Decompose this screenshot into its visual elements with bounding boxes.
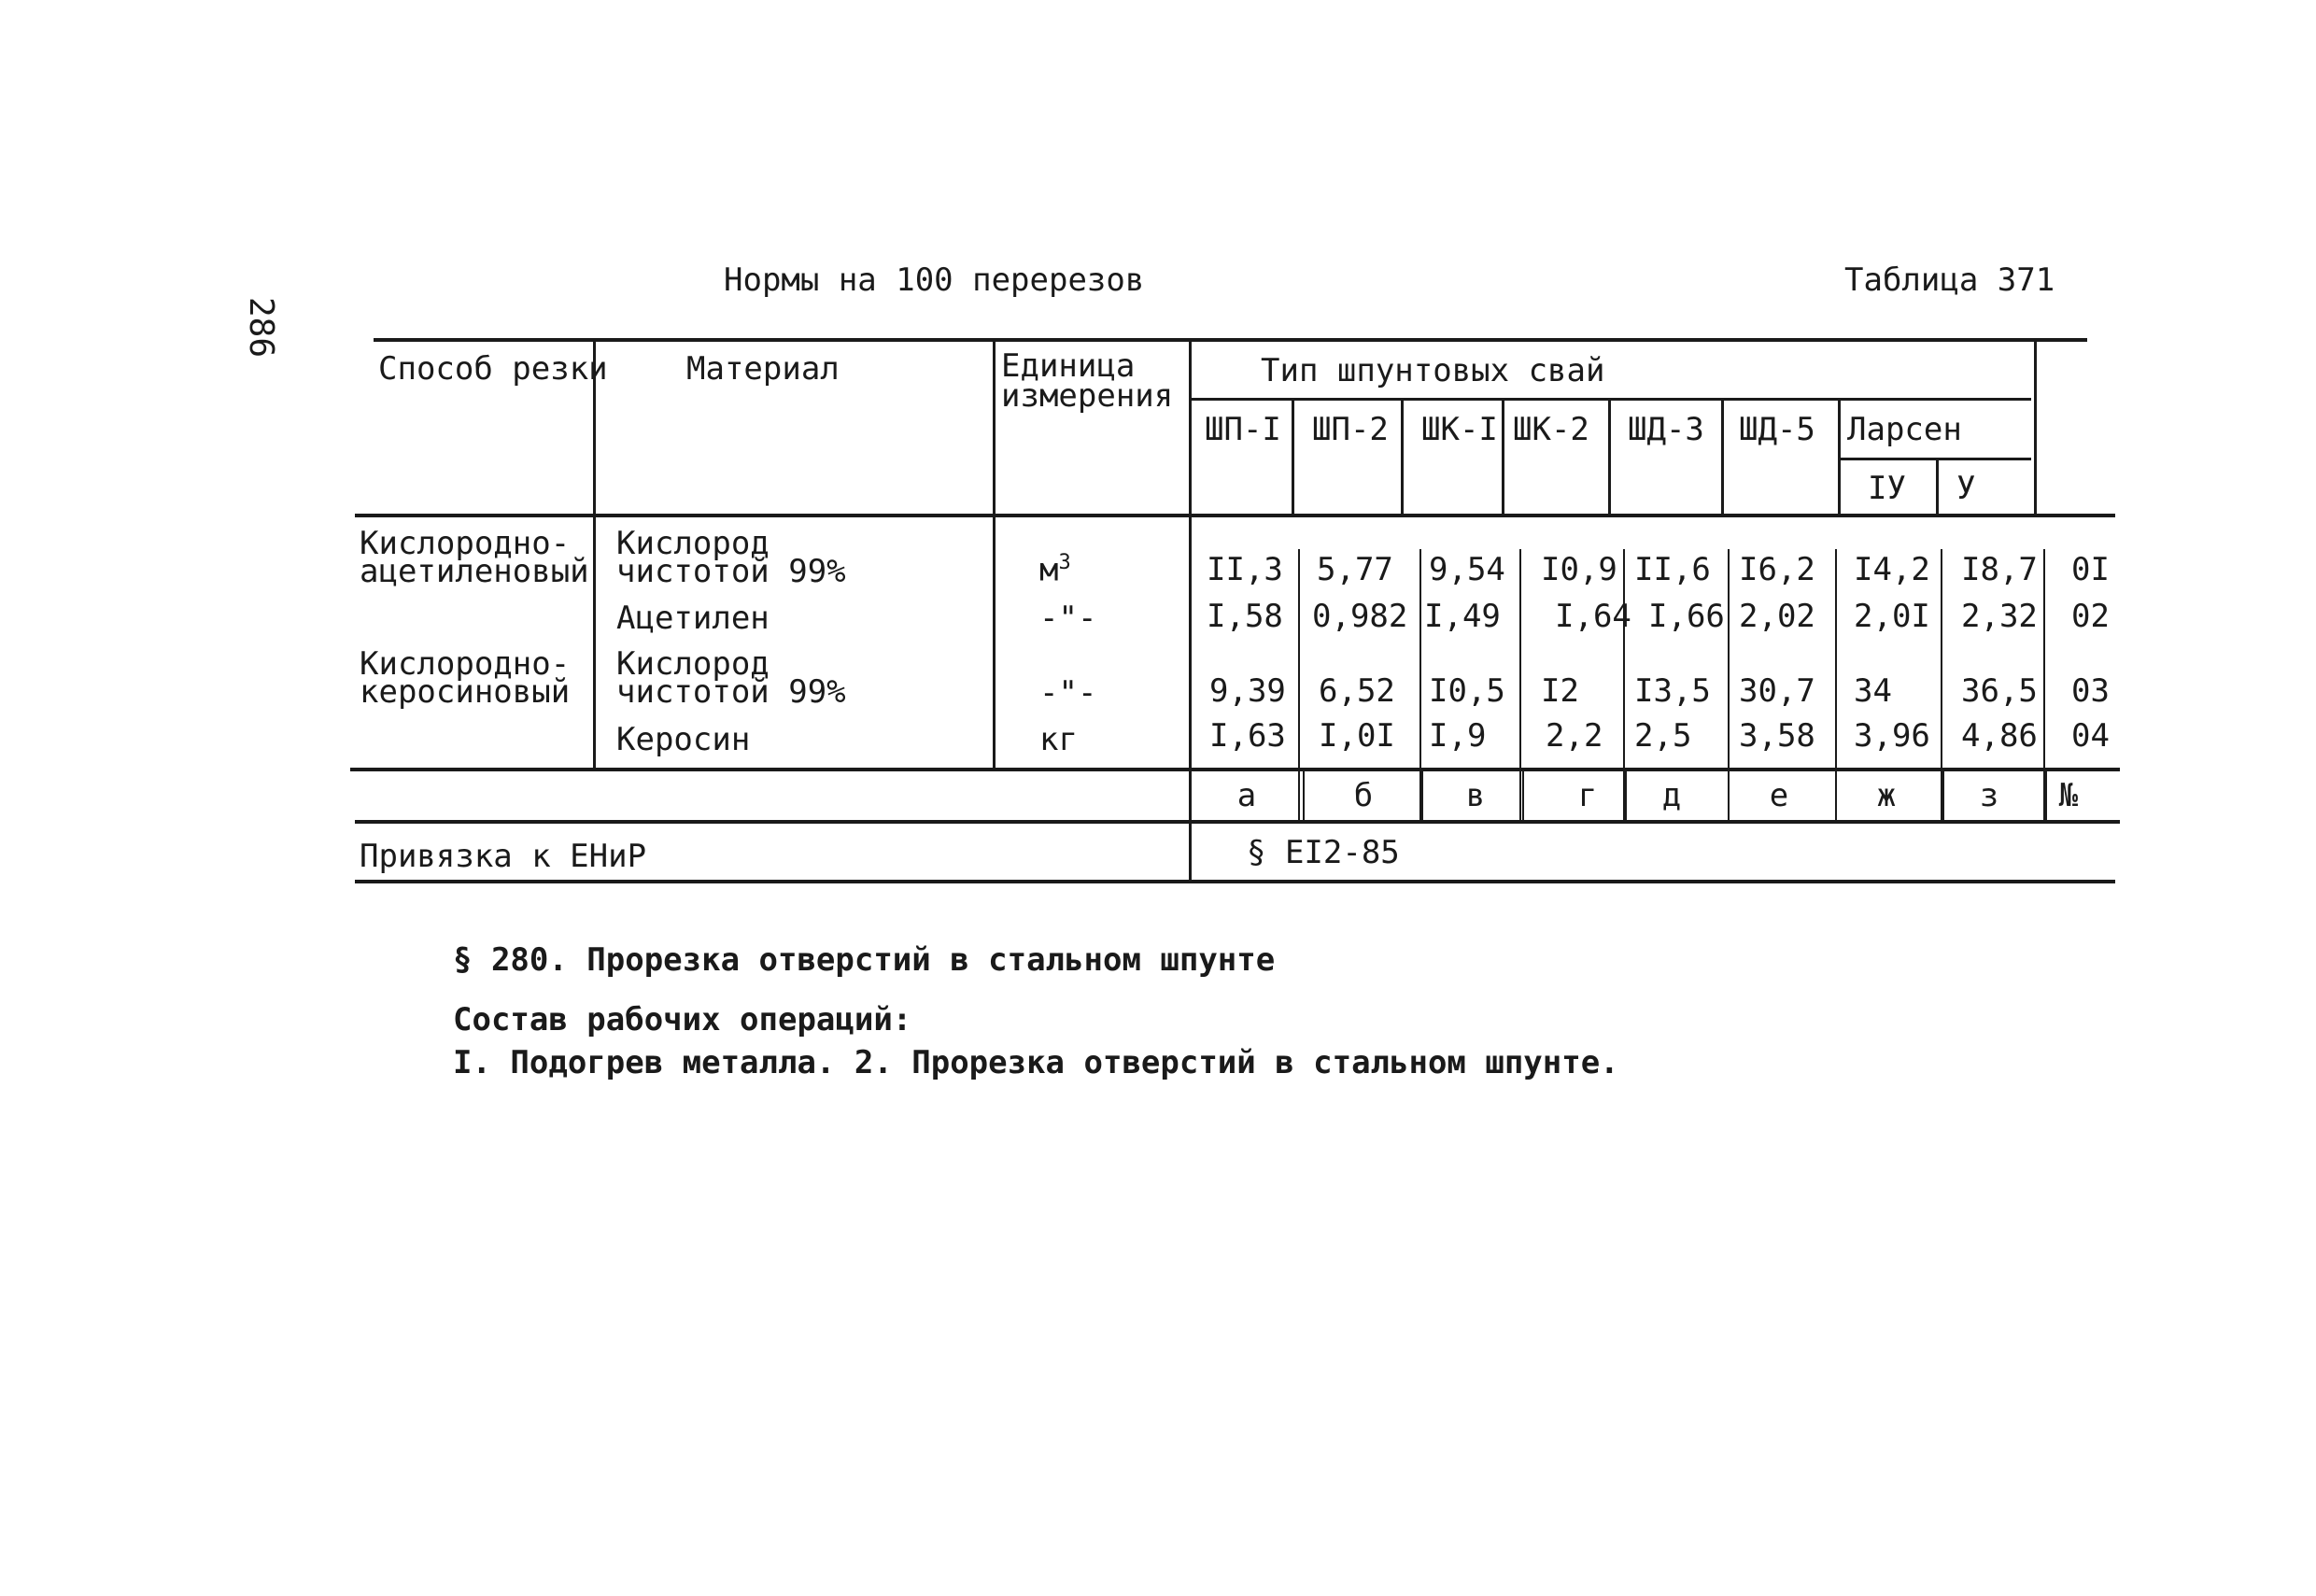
col-sep-t4: [1608, 400, 1611, 514]
method-1-line2: ацетиленовый: [360, 553, 589, 590]
letter-zh: ж: [1876, 777, 1897, 814]
value-r1-c8: I8,7: [1961, 551, 2038, 588]
letter-d: д: [1661, 777, 1682, 814]
page-number: 286: [242, 297, 280, 359]
type-shk1: ШК-I: [1421, 411, 1498, 448]
larsen-iv: IУ: [1868, 470, 1906, 507]
value-r4-c1: I,63: [1209, 717, 1286, 755]
table-label: Таблица 371: [1844, 261, 2055, 299]
code-row3: 03: [2071, 672, 2110, 710]
method-2-line1: Кислородно-: [360, 645, 571, 683]
value-r1-c6: I6,2: [1739, 551, 1815, 588]
col-sep-t5: [1721, 400, 1724, 514]
type-shp1: ШП-I: [1205, 411, 1281, 448]
letter-g: г: [1577, 777, 1598, 814]
type-shd3: ШД-3: [1628, 411, 1704, 448]
value-r1-c4: I0,9: [1541, 551, 1617, 588]
header-types: Тип шпунтовых свай: [1261, 352, 1605, 389]
value-r2-c4: I,64: [1555, 598, 1631, 635]
header-method: Способ резки: [378, 350, 608, 388]
material-row4: Керосин: [616, 721, 751, 758]
method-1-line1: Кислородно-: [360, 525, 571, 562]
value-r2-c6: 2,02: [1739, 598, 1815, 635]
value-r4-c4: 2,2: [1546, 717, 1603, 755]
col-sep-larsen: [1936, 459, 1939, 514]
value-r3-c5: I3,5: [1634, 672, 1711, 710]
value-r3-c3: I0,5: [1429, 672, 1505, 710]
operations-heading: Состав рабочих операций:: [453, 1001, 912, 1038]
value-r1-c2: 5,77: [1317, 551, 1393, 588]
col-sep-t2: [1401, 400, 1404, 514]
larsen-v: У: [1956, 470, 1976, 507]
value-r4-c6: 3,58: [1739, 717, 1815, 755]
code-row1: 0I: [2071, 551, 2110, 588]
value-r3-c7: 34: [1854, 672, 1892, 710]
operations-text: I. Подогрев металла. 2. Прорезка отверстий в стальном шпунте.: [453, 1044, 1619, 1081]
col-sep-method: [593, 338, 596, 768]
header-unit-line1: Единица: [1001, 347, 1136, 385]
value-r2-c3: I,49: [1424, 598, 1501, 635]
letter-no: №: [2058, 777, 2079, 814]
unit-row3: -"-: [1039, 674, 1097, 712]
type-larsen: Ларсен: [1847, 411, 1962, 448]
letter-sep-6: [1835, 770, 1837, 822]
letter-e: е: [1769, 777, 1789, 814]
data-sep-1: [1298, 549, 1300, 820]
code-row4: 04: [2071, 717, 2110, 755]
table-top-border: [374, 338, 2087, 342]
material-row2: Ацетилен: [616, 600, 770, 637]
header-bottom-border: [355, 514, 2115, 517]
value-r1-c3: 9,54: [1429, 551, 1505, 588]
header-material: Материал: [686, 350, 840, 388]
material-row1-line1: Кислород: [616, 525, 770, 562]
letter-sep-3: [1522, 770, 1524, 822]
col-sep-material: [993, 338, 996, 768]
letter-b: б: [1353, 777, 1374, 814]
value-r4-c3: I,9: [1429, 717, 1487, 755]
col-sep-t6: [1838, 400, 1841, 514]
reference-value: § EI2-85: [1247, 834, 1400, 871]
material-row3-line1: Кислород: [616, 645, 770, 683]
value-r3-c2: 6,52: [1319, 672, 1395, 710]
value-r3-c1: 9,39: [1209, 672, 1286, 710]
material-row3-line2: чистотой 99%: [616, 673, 846, 711]
letter-sep-1: [1303, 770, 1305, 822]
value-r3-c8: 36,5: [1961, 672, 2038, 710]
data-bottom-border: [350, 768, 2120, 771]
unit-row2: -"-: [1039, 600, 1097, 637]
type-shk2: ШК-2: [1513, 411, 1589, 448]
header-title: Нормы на 100 перерезов: [724, 261, 1145, 299]
method-2-line2: керосиновый: [360, 673, 571, 711]
value-r3-c4: I2: [1541, 672, 1579, 710]
col-sep-code: [2034, 338, 2037, 516]
col-sep-t1: [1292, 400, 1294, 514]
value-r4-c7: 3,96: [1854, 717, 1930, 755]
unit-row1: $м^3$: [1039, 551, 1071, 589]
letter-v: в: [1465, 777, 1486, 814]
value-r2-c2: 0,982: [1312, 598, 1408, 635]
type-shp2: ШП-2: [1312, 411, 1389, 448]
material-row1-line2: чистотой 99%: [616, 553, 846, 590]
letter-z: з: [1979, 777, 1999, 814]
value-r1-c5: II,6: [1634, 551, 1711, 588]
value-r1-c7: I4,2: [1854, 551, 1930, 588]
unit-row4: кг: [1039, 721, 1078, 758]
value-r4-c2: I,0I: [1319, 717, 1395, 755]
value-r4-c5: 2,5: [1634, 717, 1692, 755]
value-r2-c8: 2,32: [1961, 598, 2038, 635]
letter-sep-5: [1728, 770, 1730, 822]
header-unit-line2: измерения: [1001, 377, 1174, 415]
section-title: § 280. Прорезка отверстий в стальном шпунте: [453, 941, 1276, 979]
value-r4-c8: 4,86: [1961, 717, 2038, 755]
value-r2-c1: I,58: [1207, 598, 1283, 635]
letter-a: а: [1236, 777, 1257, 814]
value-r2-c5: I,66: [1648, 598, 1725, 635]
col-sep-t3: [1502, 400, 1504, 514]
type-shd5: ШД-5: [1739, 411, 1815, 448]
table-bottom-border: [355, 880, 2115, 883]
reference-label: Привязка к ЕНиР: [360, 838, 647, 875]
types-divider: [1191, 398, 2031, 401]
value-r2-c7: 2,0I: [1854, 598, 1930, 635]
value-r1-c1: II,3: [1207, 551, 1283, 588]
letters-bottom-border: [355, 820, 2120, 824]
letter-sep-2: [1421, 770, 1423, 822]
code-row2: 02: [2071, 598, 2110, 635]
col-sep-unit: [1189, 338, 1192, 880]
value-r3-c6: 30,7: [1739, 672, 1815, 710]
